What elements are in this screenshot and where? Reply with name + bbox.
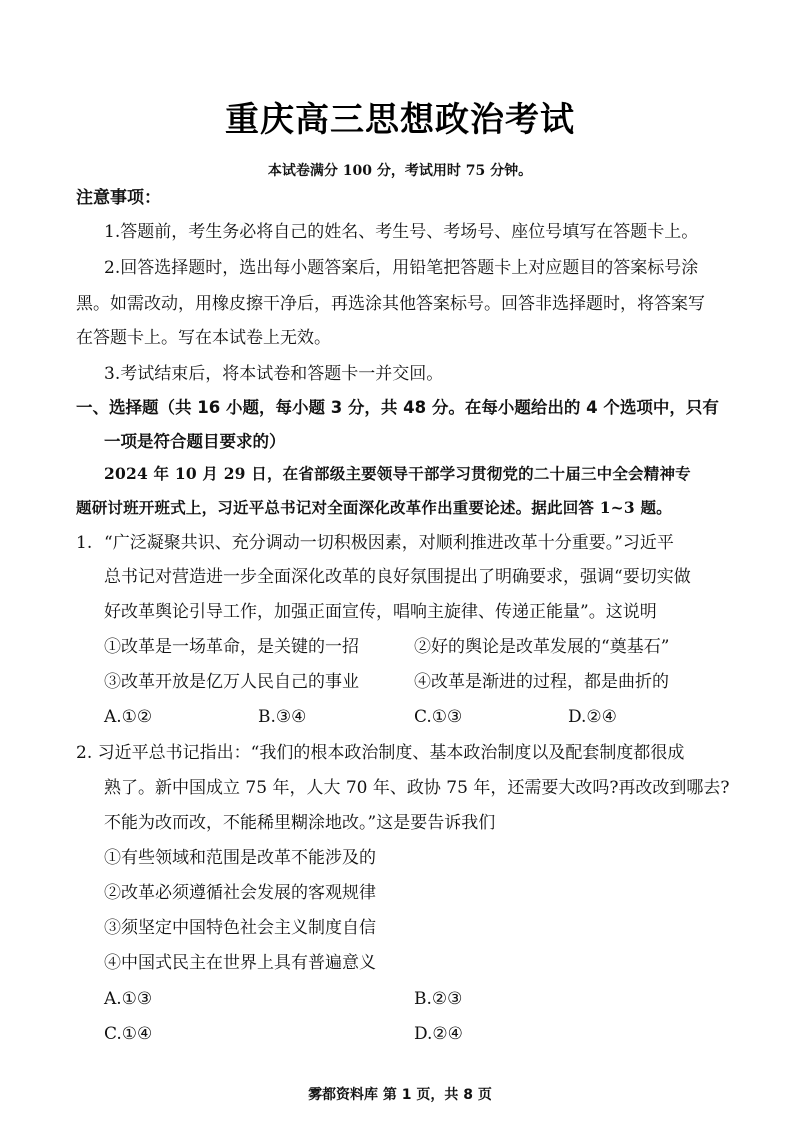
question-1-option-3: ③改革开放是亿万人民自己的事业 [104,672,359,692]
question-1-option-1: ①改革是一场革命，是关键的一招 [104,637,359,657]
question-1-number: 1. [76,533,93,553]
question-2-stem-line-2: 熟了。新中国成立 75 年，人大 70 年、政协 75 年，还需要大改吗?再改改到哪去? [104,778,730,798]
notice-item-3: 3.考试结束后，将本试卷和答题卡一并交回。 [104,364,444,384]
question-2-option-3: ③须坚定中国特色社会主义制度自信 [104,918,376,938]
notice-heading: 注意事项： [76,188,161,208]
question-2-answer-c: C.①④ [104,1024,153,1044]
question-1-answer-c: C.①③ [414,707,463,727]
exam-title: 重庆高三思想政治考试 [225,100,575,140]
question-2-answer-d: D.②④ [414,1024,463,1044]
notice-item-2-line-1: 2.回答选择题时，选出每小题答案后，用铅笔把答题卡上对应题目的答案标号涂 [104,258,699,278]
question-1-option-2: ②好的舆论是改革发展的“奠基石” [414,637,670,657]
notice-item-1: 1.答题前，考生务必将自己的姓名、考生号、考场号、座位号填写在答题卡上。 [104,222,699,242]
exam-subtitle: 本试卷满分 100 分，考试用时 75 分钟。 [267,163,533,179]
question-2-answer-b: B.②③ [414,989,463,1009]
section-1-heading-line-1: 一、选择题（共 16 小题，每小题 3 分，共 48 分。在每小题给出的 4 个选项中，只有 [76,398,719,417]
section-1-intro-line-1: 2024 年 10 月 29 日，在省部级主要领导干部学习贯彻党的二十届三中全会精神专 [104,464,691,483]
page-footer: 雾都资料库 第 1 页，共 8 页 [308,1087,492,1103]
question-1-answer-b: B.③④ [258,707,307,727]
section-1-heading-line-2: 一项是符合题目要求的） [104,432,286,451]
notice-item-2-line-2: 黑。如需改动，用橡皮擦干净后，再选涂其他答案标号。回答非选择题时，将答案写 [76,294,705,314]
question-1-option-4: ④改革是渐进的过程，都是曲折的 [414,672,669,692]
question-1-stem-line-1: “广泛凝聚共识、充分调动一切积极因素，对顺利推进改革十分重要。”习近平 [104,533,674,553]
question-2-stem-line-3: 不能为改而改，不能稀里糊涂地改。”这是要告诉我们 [104,813,496,833]
question-2-option-4: ④中国式民主在世界上具有普遍意义 [104,953,376,973]
notice-item-2-line-3: 在答题卡上。写在本试卷上无效。 [76,328,331,348]
question-2-answer-a: A.①③ [104,989,153,1009]
question-1-stem-line-3: 好改革舆论引导工作，加强正面宣传，唱响主旋律、传递正能量”。这说明 [104,602,657,622]
question-1-stem-line-2: 总书记对营造进一步全面深化改革的良好氛围提出了明确要求，强调“要切实做 [104,567,691,587]
question-2-option-2: ②改革必须遵循社会发展的客观规律 [104,883,376,903]
section-1-intro-line-2: 题研讨班开班式上，习近平总书记对全面深化改革作出重要论述。据此回答 1~3 题。 [76,498,672,517]
question-2-stem-line-1: 2. 习近平总书记指出：“我们的根本政治制度、基本政治制度以及配套制度都很成 [76,743,685,763]
question-1-answer-a: A.①② [104,707,153,727]
question-1-answer-d: D.②④ [568,707,617,727]
question-2-option-1: ①有些领域和范围是改革不能涉及的 [104,848,376,868]
